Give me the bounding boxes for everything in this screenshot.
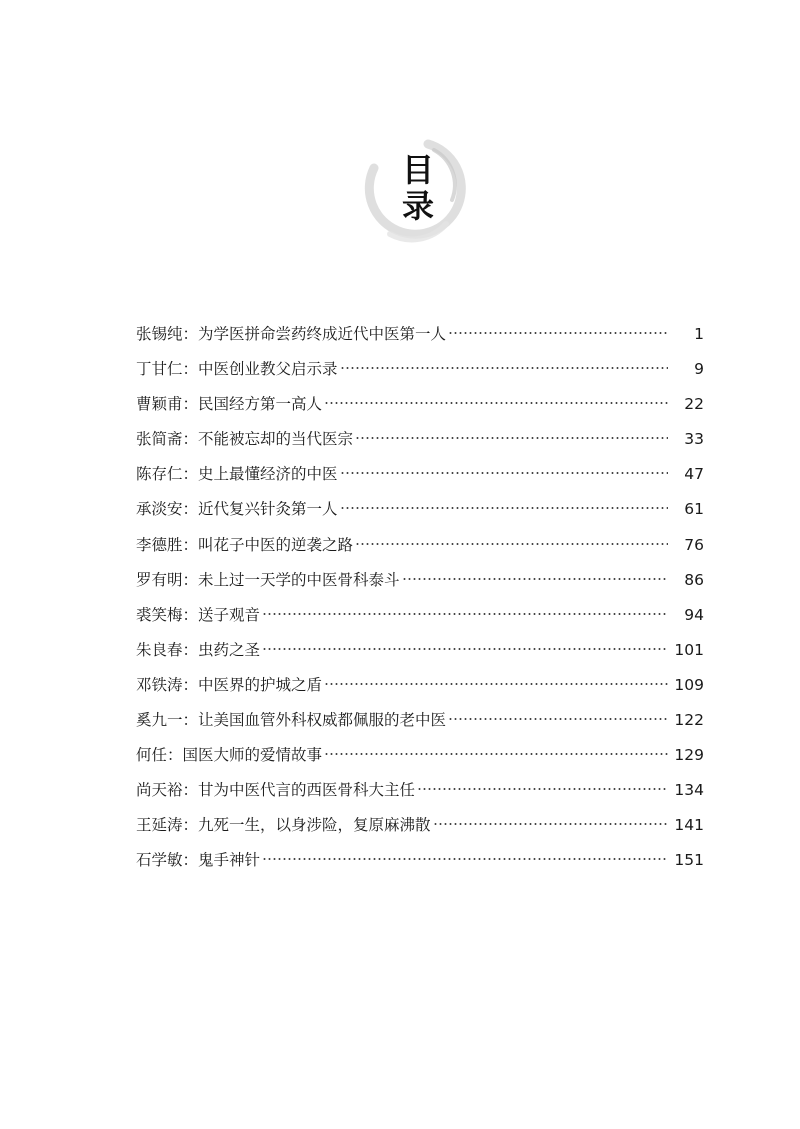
entry-separator: ：: [182, 605, 199, 624]
entry-title: 近代复兴针灸第一人: [198, 500, 338, 519]
entry-author: 李德胜: [136, 535, 183, 554]
entry-separator: ：: [182, 500, 199, 519]
entry-title: 国医大师的爱情故事: [182, 746, 323, 765]
toc-entry[interactable]: [136, 848, 704, 883]
toc-entry[interactable]: [136, 778, 704, 813]
entry-title: 史上最懂经济的中医: [198, 465, 338, 484]
entry-page-number: 134: [674, 781, 704, 800]
toc-entry[interactable]: [136, 497, 704, 532]
entry-page-number: 86: [684, 570, 704, 589]
entry-author: 陈存仁: [136, 465, 183, 484]
toc-entry[interactable]: [136, 462, 704, 497]
dot-leader: [355, 542, 668, 546]
toc-entry[interactable]: [136, 392, 704, 427]
toc-entry[interactable]: [136, 427, 704, 462]
entry-separator: ：: [182, 675, 199, 694]
entry-author: 张锡纯: [136, 325, 183, 343]
dot-leader: [262, 612, 668, 616]
toc-entry[interactable]: [136, 322, 704, 357]
entry-separator: ：: [182, 465, 199, 484]
entry-separator: ：: [167, 746, 183, 765]
entry-author: 何任: [136, 746, 168, 765]
entry-page-number: 129: [674, 746, 704, 765]
dot-leader: [417, 787, 668, 791]
entry-page-number: 151: [674, 851, 704, 870]
entry-author: 丁甘仁: [136, 360, 183, 379]
dot-leader: [448, 331, 668, 335]
heading-char-1: 目: [401, 151, 434, 189]
entry-separator: ：: [182, 851, 199, 870]
toc-entry[interactable]: [136, 638, 704, 673]
entry-author: 邓铁涛: [136, 675, 183, 694]
table-of-contents: [136, 322, 704, 884]
entry-author: 罗有明: [136, 570, 183, 589]
entry-separator: ：: [182, 570, 199, 589]
entry-page-number: 47: [684, 465, 704, 484]
entry-page-number: 141: [674, 816, 704, 835]
entry-author: 张简斋: [136, 430, 183, 449]
entry-page-number: 122: [674, 711, 704, 730]
entry-page-number: 61: [684, 500, 704, 519]
toc-entry[interactable]: [136, 673, 704, 708]
dot-leader: [340, 506, 668, 510]
entry-title: 叫花子中医的逆袭之路: [198, 535, 354, 554]
entry-title: 未上过一天学的中医骨科泰斗: [198, 570, 400, 589]
entry-title: 虫药之圣: [198, 640, 261, 659]
dot-leader: [340, 366, 668, 370]
toc-entry[interactable]: [136, 533, 704, 568]
entry-page-number: 22: [684, 395, 704, 414]
entry-author: 裘笑梅: [136, 605, 183, 624]
entry-separator: ：: [182, 535, 199, 554]
entry-separator: ：: [182, 395, 199, 414]
entry-separator: ：: [182, 325, 199, 343]
entry-page-number: 94: [684, 605, 704, 624]
dot-leader: [448, 717, 668, 721]
entry-author: 王延涛: [136, 816, 183, 835]
entry-author: 石学敏: [136, 851, 183, 870]
entry-title: 让美国血管外科权威都佩服的老中医: [198, 711, 447, 730]
dot-leader: [262, 647, 668, 651]
entry-author: 承淡安: [136, 500, 183, 519]
entry-page-number: 33: [684, 430, 704, 449]
entry-title: 鬼手神针: [198, 851, 261, 870]
toc-entry[interactable]: [136, 603, 704, 638]
entry-separator: ：: [182, 816, 199, 835]
entry-author: 尚天裕: [136, 781, 183, 800]
dot-leader: [324, 752, 668, 756]
entry-title: 送子观音: [198, 605, 261, 624]
entry-separator: ：: [182, 360, 199, 379]
toc-entry[interactable]: [136, 568, 704, 603]
entry-author: 曹颖甫: [136, 395, 183, 414]
entry-page-number: 109: [674, 675, 704, 694]
entry-page-number: 1: [694, 325, 704, 343]
toc-entry[interactable]: [136, 357, 704, 392]
dot-leader: [402, 577, 668, 581]
dot-leader: [324, 682, 668, 686]
heading-char-2: 录: [401, 187, 434, 225]
entry-separator: ：: [182, 781, 199, 800]
dot-leader: [340, 471, 668, 475]
dot-leader: [355, 436, 668, 440]
dot-leader: [433, 822, 668, 826]
toc-entry[interactable]: [136, 708, 704, 743]
entry-separator: ：: [182, 640, 199, 659]
entry-title: 为学医拼命尝药终成近代中医第一人: [198, 325, 447, 343]
entry-author: 朱良春: [136, 640, 183, 659]
entry-title: 中医界的护城之盾: [198, 675, 323, 694]
entry-page-number: 76: [684, 535, 704, 554]
entry-title: 不能被忘却的当代医宗: [198, 430, 354, 449]
entry-page-number: 101: [674, 640, 704, 659]
toc-entry[interactable]: [136, 813, 704, 848]
entry-title: 民国经方第一高人: [198, 395, 323, 414]
entry-author: 奚九一: [136, 711, 183, 730]
entry-page-number: 9: [694, 360, 704, 379]
entry-title: 甘为中医代言的西医骨科大主任: [198, 781, 416, 800]
dot-leader: [324, 401, 668, 405]
entry-separator: ：: [182, 711, 199, 730]
toc-heading: [350, 130, 470, 250]
entry-title: 中医创业教父启示录: [198, 360, 338, 379]
dot-leader: [262, 857, 668, 861]
entry-title: 九死一生，以身涉险，复原麻沸散: [198, 816, 431, 835]
entry-separator: ：: [182, 430, 199, 449]
toc-entry[interactable]: [136, 743, 704, 778]
